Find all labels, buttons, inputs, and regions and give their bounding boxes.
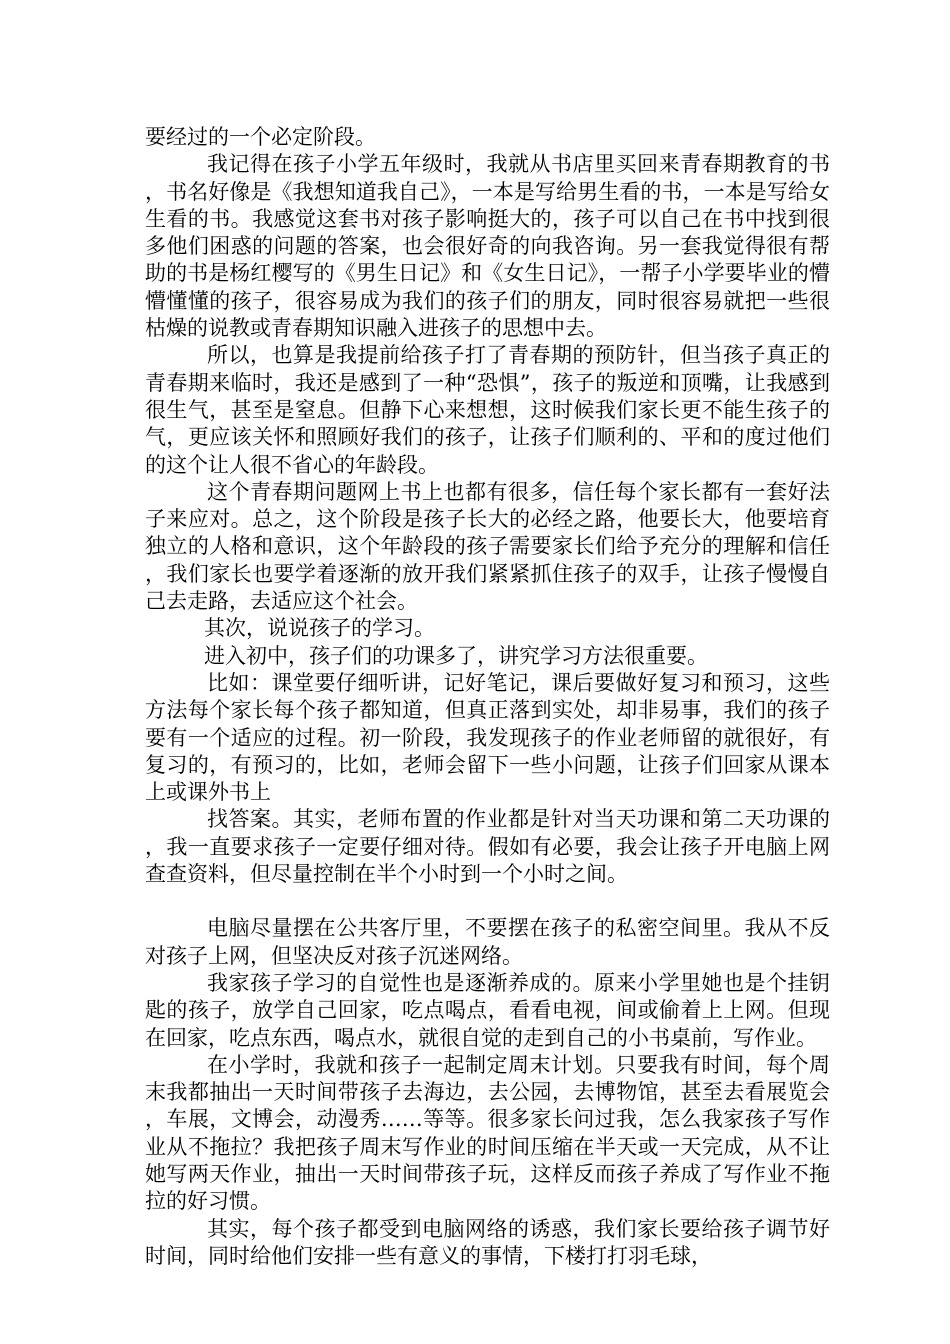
paragraph-self-discipline: 我家孩子学习的自觉性也是逐渐养成的。原来小学里她也是个挂钥匙的孩子，放学自己回家，吃点喝点，看看电视，间或偷着上上网。但现在回家，吃点东西，喝点水，就很自觉的走到自己的小书桌前，写作业。	[145, 970, 830, 1050]
document-body	[145, 124, 830, 1270]
paragraph-study-example: 比如：课堂要仔细听讲，记好笔记，课后要做好复习和预习，这些方法每个家长每个孩子都知道，但真正落到实处，却非易事，我们的孩子要有一个适应的过程。初一阶段，我发现孩子的作业老师留的就很好，有复习的，有预习的，比如，老师会留下一些小问题，让孩子们回家从课本上或课外书上	[145, 670, 830, 805]
paragraph-study-methods: 进入初中，孩子们的功课多了，讲究学习方法很重要。	[204, 643, 708, 668]
paragraph-puberty-advice: 这个青春期问题网上书上也都有很多，信任每个家长都有一套好法子来应对。总之，这个阶段是孩子长大的必经之路，他要长大，他要培育独立的人格和意识，这个年龄段的孩子需要家长们给予充分的理解和信任，我们家长也要学着逐渐的放开我们紧紧抓住孩子的双手，让孩子慢慢自己去走路，去适应这个社会。	[145, 479, 830, 614]
paragraph-puberty-arrival: 所以，也算是我提前给孩子打了青春期的预防针，但当孩子真正的青春期来临时，我还是感到了一种“恐惧”，孩子的叛逆和顶嘴，让我感到很生气，甚至是窒息。但静下心来想想，这时候我们家长更不能生孩子的气，更应该关怀和照顾好我们的孩子，让孩子们顺利的、平和的度过他们的这个让人很不省心的年龄段。	[145, 343, 830, 477]
paragraph-computer-placement: 电脑尽量摆在公共客厅里，不要摆在孩子的私密空间里。我从不反对孩子上网，但坚决反对孩子沉迷网络。	[145, 916, 830, 968]
paragraph-study-heading: 其次，说说孩子的学习。	[204, 616, 435, 641]
paragraph-puberty-books: 我记得在孩子小学五年级时，我就从书店里买回来青春期教育的书，书名好像是《我想知道我自己》，一本是写给男生看的书，一本是写给女生看的书。我感觉这套书对孩子影响挺大的，孩子可以自己在书中找到很多他们困惑的问题的答案，也会很好奇的向我咨询。另一套我觉得很有帮助的书是杨红樱写的《男生日记》和《女生日记》，一帮子小学要毕业的懵懵懂懂的孩子，很容易成为我们的孩子们的朋友，同时很容易就把一些很枯燥的说教或青春期知识融入进孩子的思想中去。	[145, 152, 830, 341]
paragraph-continuation: 要经过的一个必定阶段。	[145, 125, 376, 149]
paragraph-weekend-plan: 在小学时，我就和孩子一起制定周末计划。只要我有时间，每个周末我都抽出一天时间带孩子去海边，去公园，去博物馆，甚至去看展览会，车展，文博会，动漫秀……等等。很多家长问过我，怎么我家孩子写作业从不拖拉？我把孩子周末写作业的时间压缩在半天或一天完成，从不让她写两天作业，抽出一天时间带孩子玩，这样反而孩子养成了写作业不拖拉的好习惯。	[145, 1052, 830, 1214]
paragraph-internet-temptation: 其实，每个孩子都受到电脑网络的诱惑，我们家长要给孩子调节好时间，同时给他们安排一些有意义的事情，下楼打打羽毛球，	[145, 1216, 830, 1268]
paragraph-homework: 找答案。其实，老师布置的作业都是针对当天功课和第二天功课的，我一直要求孩子一定要仔细对待。假如有必要，我会让孩子开电脑上网查查资料，但尽量控制在半个小时到一个小时之间。	[145, 807, 830, 887]
